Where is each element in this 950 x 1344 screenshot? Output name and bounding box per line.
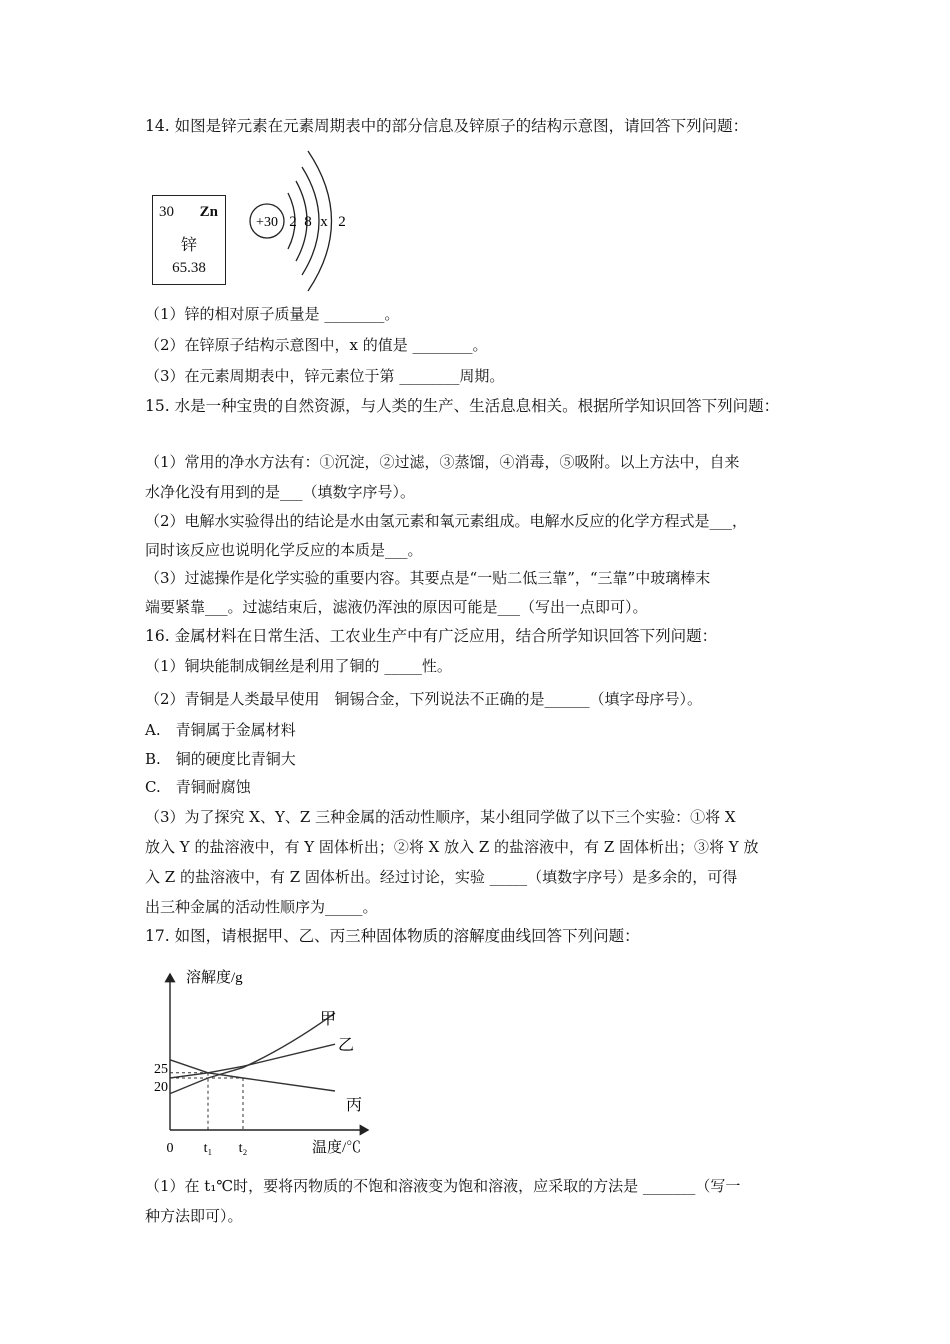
q14-title: 14. 如图是锌元素在元素周期表中的部分信息及锌原子的结构示意图，请回答下列问题： bbox=[145, 117, 749, 135]
q15-sub1b: 水净化没有用到的是___（填数字序号）。 bbox=[145, 483, 416, 501]
x-tick-0: 0 bbox=[166, 1141, 174, 1156]
q16-option-c: C. 青铜耐腐蚀 bbox=[145, 778, 251, 796]
periodic-table-cell bbox=[152, 195, 226, 285]
q15-sub1a: （1）常用的净水方法有：①沉淀，②过滤，③蒸馏，④消毒，⑤吸附。以上方法中，自来 bbox=[145, 453, 740, 471]
curve-label-2: 乙 bbox=[338, 1037, 355, 1054]
y-tick-20: 20 bbox=[154, 1080, 168, 1095]
solubility-chart bbox=[140, 960, 380, 1160]
q16-option-b: B. 铜的硬度比青铜大 bbox=[145, 750, 296, 768]
shell-2-electrons: 8 bbox=[304, 214, 312, 230]
q16-sub3d: 出三种金属的活动性顺序为_____。 bbox=[145, 898, 378, 916]
curve-labels bbox=[320, 1010, 362, 1114]
q14-sub3: （3）在元素周期表中，锌元素位于第 ________周期。 bbox=[145, 367, 505, 385]
shell-1-electrons: 2 bbox=[289, 214, 297, 230]
q16-sub2: （2）青铜是人类最早使用 铜锡合金，下列说法不正确的是______（填字母序号）。 bbox=[145, 690, 703, 708]
q16-sub3a: （3）为了探究 X、Y、Z 三种金属的活动性顺序，某小组同学做了以下三个实验：①将 X bbox=[145, 808, 736, 826]
q15-sub2a: （2）电解水实验得出的结论是水由氢元素和氧元素组成。电解水反应的化学方程式是___， bbox=[145, 512, 748, 530]
q15-sub3a: （3）过滤操作是化学实验的重要内容。其要点是“一贴二低三靠”，“三靠”中玻璃棒末 bbox=[145, 569, 711, 587]
q14-sub2: （2）在锌原子结构示意图中，x 的值是 ________。 bbox=[145, 336, 488, 354]
solubility-curves bbox=[170, 1013, 335, 1094]
atomic-mass: 65.38 bbox=[172, 260, 206, 276]
q17-sub1b: 种方法即可）。 bbox=[145, 1207, 243, 1225]
curve-1 bbox=[170, 1013, 335, 1094]
x-axis-label: 温度/℃ bbox=[312, 1140, 362, 1156]
element-symbol: Zn bbox=[199, 204, 218, 220]
nucleus-charge: +30 bbox=[256, 215, 278, 230]
q16-option-a: A. 青铜属于金属材料 bbox=[145, 721, 296, 739]
y-tick-25: 25 bbox=[154, 1062, 168, 1077]
dashed-guides bbox=[170, 1073, 243, 1130]
curve-label-1: 甲 bbox=[320, 1011, 337, 1028]
x-tick-t1: t₁ bbox=[203, 1141, 213, 1156]
q15-sub2b: 同时该反应也说明化学反应的本质是___。 bbox=[145, 541, 423, 559]
y-axis-label: 溶解度/g bbox=[186, 970, 243, 986]
q16-sub1: （1）铜块能制成铜丝是利用了铜的 _____性。 bbox=[145, 657, 452, 675]
q14-sub1: （1）锌的相对原子质量是 ________。 bbox=[145, 305, 400, 323]
x-tick-t2: t₂ bbox=[238, 1141, 248, 1156]
shell-3-electrons: x bbox=[320, 214, 328, 230]
q16-sub3c: 入 Z 的盐溶液中，有 Z 固体析出。经过讨论，实验 _____（填数字序号）是多余的，可得 bbox=[145, 868, 738, 886]
atom-structure-diagram bbox=[240, 145, 355, 295]
shell-4-electrons: 2 bbox=[338, 214, 346, 230]
element-name: 锌 bbox=[180, 235, 197, 254]
curve-label-3: 丙 bbox=[346, 1097, 363, 1114]
atomic-number: 30 bbox=[159, 204, 174, 220]
q15-title: 15. 水是一种宝贵的自然资源，与人类的生产、生活息息相关。根据所学知识回答下列问题： bbox=[145, 397, 780, 415]
q16-title: 16. 金属材料在日常生活、工农业生产中有广泛应用，结合所学知识回答下列问题： bbox=[145, 627, 718, 645]
q17-title: 17. 如图，请根据甲、乙、丙三种固体物质的溶解度曲线回答下列问题： bbox=[145, 927, 640, 945]
q17-sub1a: （1）在 t₁℃时，要将丙物质的不饱和溶液变为饱和溶液，应采取的方法是 _______（写一 bbox=[145, 1177, 741, 1195]
q16-sub3b: 放入 Y 的盐溶液中，有 Y 固体析出；②将 X 放入 Z 的盐溶液中，有 Z 固体析出；③将 Y 放 bbox=[145, 838, 759, 856]
q15-sub3b: 端要紧靠___。过滤结束后，滤液仍浑浊的原因可能是___（写出一点即可）。 bbox=[145, 598, 648, 616]
